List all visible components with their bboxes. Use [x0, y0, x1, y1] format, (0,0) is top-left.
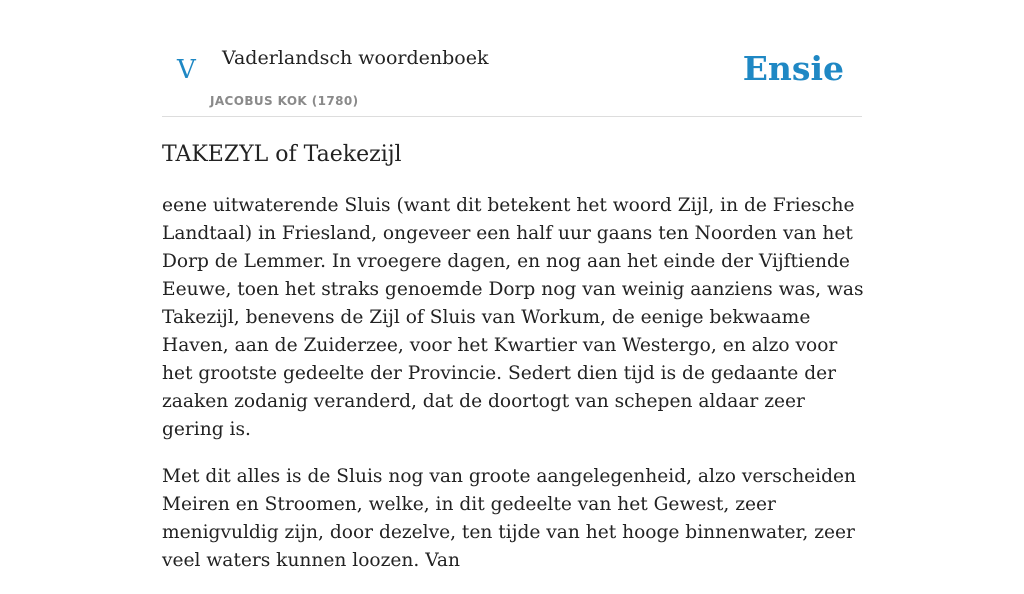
entry-paragraph-1: eene uitwaterende Sluis (want dit betekent het woord Zijl, in de Friesche Landtaal) in Friesland, ongeveer een half uur gaans ten Noorden van het Dorp de Lemmer. In vroegere dagen, en nog aan het einde der Vijftiende Eeuwe, toen het straks genoemde Dorp nog van weinig aanziens was, was Takezijl, benevens de Zijl of Sluis van Workum, de eenige bekwaame Haven, aan de Zuiderzee, voor het Kwartier van Westergo, en alzo voor het grootste gedeelte der Provincie. Sedert dien tijd is de gedaante der zaaken zodanig veranderd, dat de doortogt van schepen aldaar zeer gering is.: [162, 195, 864, 440]
entry-title: TAKEZYL of Taekezijl: [162, 142, 402, 167]
entry-content: [162, 192, 866, 594]
source-author[interactable]: JACOBUS KOK (1780): [210, 94, 359, 108]
site-header: [162, 0, 862, 117]
index-letter-link[interactable]: V: [177, 55, 196, 85]
entry-paragraph-2: Met dit alles is de Sluis nog van groote aangelegenheid, alzo verscheiden Meiren en Stroomen, welke, in dit gedeelte van het Gewest, zeer menigvuldig zijn, door dezelve, ten tijde van het hooge binnenwater, zeer veel waters kunnen loozen. Van: [162, 466, 857, 571]
ensie-logo-link[interactable]: Ensie: [742, 49, 844, 88]
source-book-title[interactable]: Vaderlandsch woordenboek: [222, 47, 489, 69]
